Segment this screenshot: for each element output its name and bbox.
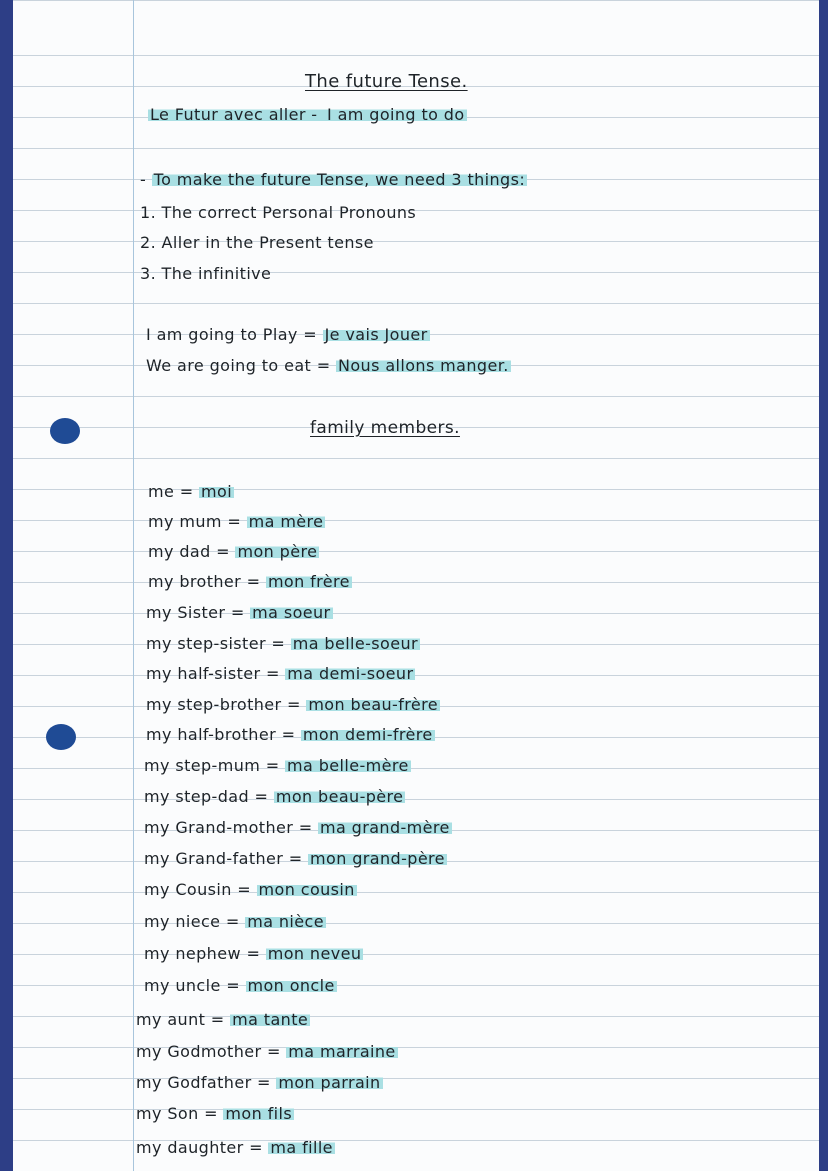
vocab-item: my Sister = ma soeur bbox=[146, 603, 331, 622]
vocab-french: mon beau-père bbox=[275, 787, 404, 806]
vocab-french: ma tante bbox=[232, 1010, 309, 1029]
vocab-item: my half-sister = ma demi-soeur bbox=[146, 664, 414, 683]
vocab-item: my mum = ma mère bbox=[148, 512, 324, 531]
vocab-french: ma nièce bbox=[247, 912, 324, 931]
vocab-french: mon fils bbox=[225, 1104, 293, 1123]
example-french: Nous allons manger. bbox=[338, 356, 509, 375]
vocab-english: my step-dad bbox=[144, 787, 250, 806]
example-french: Je vais Jouer bbox=[324, 325, 428, 344]
intro-highlight: To make the future Tense, we need 3 things: bbox=[153, 170, 526, 189]
vocab-english: my Cousin bbox=[144, 880, 232, 899]
vocab-english: my Sister bbox=[146, 603, 226, 622]
vocab-item: my brother = mon frère bbox=[148, 572, 350, 591]
vocab-french: ma belle-soeur bbox=[292, 634, 418, 653]
vocab-item: my step-sister = ma belle-soeur bbox=[146, 634, 418, 653]
vocab-french: ma soeur bbox=[252, 603, 331, 622]
vocab-french: ma marraine bbox=[288, 1042, 396, 1061]
vocab-item: my dad = mon père bbox=[148, 542, 318, 561]
vocab-english: my mum bbox=[148, 512, 222, 531]
vocab-english: my Grand-father bbox=[144, 849, 284, 868]
vocab-french: ma demi-soeur bbox=[287, 664, 414, 683]
vocab-english: my dad bbox=[148, 542, 211, 561]
page-title: The future Tense. bbox=[305, 71, 468, 92]
subtitle bbox=[148, 105, 467, 125]
punch-hole-icon bbox=[46, 724, 76, 750]
vocab-french: ma fille bbox=[270, 1138, 333, 1157]
vocab-english: my Godfather bbox=[136, 1073, 252, 1092]
left-binding-edge bbox=[0, 0, 13, 1171]
vocab-item: my nephew = mon neveu bbox=[144, 944, 362, 963]
vocab-french: ma belle-mère bbox=[287, 756, 409, 775]
example-line: I am going to Play = Je vais Jouer bbox=[146, 325, 428, 344]
vocab-english: my aunt bbox=[136, 1010, 206, 1029]
vocab-item: my Godmother = ma marraine bbox=[136, 1042, 396, 1061]
vocab-item: my step-dad = mon beau-père bbox=[144, 787, 404, 806]
example-english: We are going to eat bbox=[146, 356, 312, 375]
vocab-item: my Grand-father = mon grand-père bbox=[144, 849, 445, 868]
subtitle-prefix: Le Futur avec aller - bbox=[150, 105, 323, 124]
punch-hole-icon bbox=[50, 418, 80, 444]
vocab-item: my Godfather = mon parrain bbox=[136, 1073, 381, 1092]
vocab-item: my step-brother = mon beau-frère bbox=[146, 695, 439, 714]
vocab-english: my half-sister bbox=[146, 664, 261, 683]
vocab-french: ma mère bbox=[248, 512, 324, 531]
example-english: I am going to Play bbox=[146, 325, 298, 344]
vocab-french: mon parrain bbox=[278, 1073, 381, 1092]
vocab-french: mon oncle bbox=[247, 976, 335, 995]
vocab-english: my step-mum bbox=[144, 756, 261, 775]
vocab-item: my aunt = ma tante bbox=[136, 1010, 309, 1029]
vocab-french: mon frère bbox=[267, 572, 350, 591]
vocab-english: my step-brother bbox=[146, 695, 282, 714]
vocab-english: my uncle bbox=[144, 976, 221, 995]
vocab-item: my daughter = ma fille bbox=[136, 1138, 333, 1157]
vocab-french: mon cousin bbox=[258, 880, 355, 899]
vocab-french: mon demi-frère bbox=[302, 725, 433, 744]
vocab-french: mon beau-frère bbox=[308, 695, 439, 714]
vocab-item: me = moi bbox=[148, 482, 233, 501]
vocab-item: my half-brother = mon demi-frère bbox=[146, 725, 433, 744]
vocab-item: my niece = ma nièce bbox=[144, 912, 324, 931]
vocab-english: my half-brother bbox=[146, 725, 277, 744]
intro-text: - To make the future Tense, we need 3 things: bbox=[140, 170, 526, 189]
vocab-english: my Son bbox=[136, 1104, 199, 1123]
vocab-french: ma grand-mère bbox=[319, 818, 450, 837]
vocab-english: my step-sister bbox=[146, 634, 266, 653]
vocab-english: my brother bbox=[148, 572, 242, 591]
vocab-english: my nephew bbox=[144, 944, 241, 963]
step-item: 1. The correct Personal Pronouns bbox=[140, 203, 417, 222]
vocab-item: my Grand-mother = ma grand-mère bbox=[144, 818, 450, 837]
step-item: 3. The infinitive bbox=[140, 264, 272, 283]
vocab-item: my Cousin = mon cousin bbox=[144, 880, 355, 899]
step-item: 2. Aller in the Present tense bbox=[140, 233, 374, 252]
family-heading: family members. bbox=[310, 418, 460, 438]
right-binding-edge bbox=[819, 0, 828, 1171]
vocab-french: mon père bbox=[237, 542, 318, 561]
subtitle-highlight: I am going to do bbox=[326, 105, 465, 124]
vocab-item: my Son = mon fils bbox=[136, 1104, 293, 1123]
vocab-english: my Grand-mother bbox=[144, 818, 294, 837]
vocab-english: my Godmother bbox=[136, 1042, 262, 1061]
vocab-item: my step-mum = ma belle-mère bbox=[144, 756, 409, 775]
vocab-french: mon grand-père bbox=[310, 849, 445, 868]
vocab-english: me bbox=[148, 482, 175, 501]
example-line: We are going to eat = Nous allons manger. bbox=[146, 356, 509, 375]
vocab-french: mon neveu bbox=[267, 944, 362, 963]
margin-line bbox=[133, 0, 134, 1171]
vocab-english: my daughter bbox=[136, 1138, 244, 1157]
vocab-item: my uncle = mon oncle bbox=[144, 976, 335, 995]
vocab-french: moi bbox=[201, 482, 233, 501]
vocab-english: my niece bbox=[144, 912, 221, 931]
